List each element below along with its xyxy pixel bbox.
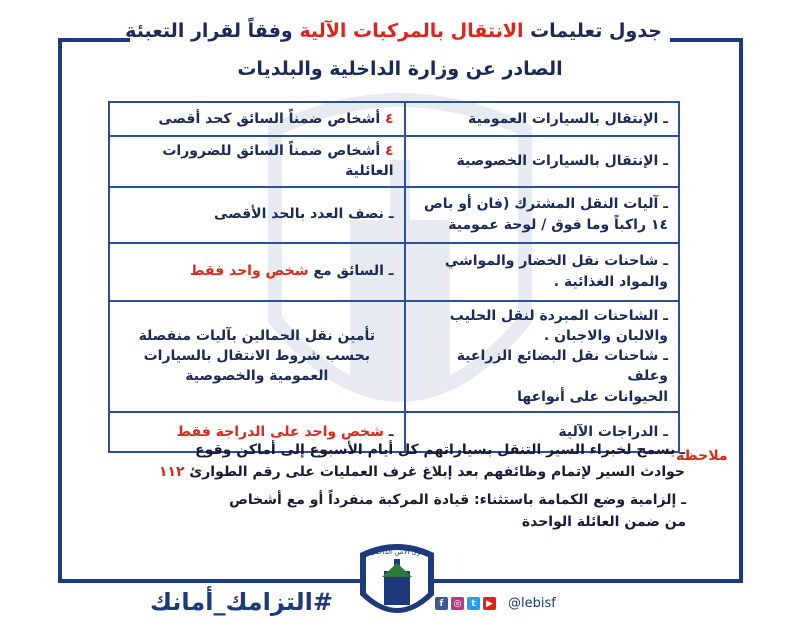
- instructions-table: [108, 101, 680, 453]
- cell-text: أشخاص ضمناً السائق للضرورات العائلية: [162, 143, 394, 180]
- cell-highlight: شخص واحد على الدراجة فقط: [176, 423, 384, 440]
- instagram-icon[interactable]: ◎: [451, 597, 464, 610]
- vehicle-type-cell: [405, 136, 679, 187]
- note-masks: [218, 490, 686, 533]
- note-label: ملاحظة: [676, 448, 728, 464]
- twitter-icon[interactable]: t: [467, 597, 480, 610]
- vehicle-type-cell: [405, 301, 679, 412]
- cell-text: ـ الدراجات الآلية: [558, 423, 668, 440]
- social-links: [435, 597, 496, 610]
- table-row: [109, 243, 679, 301]
- table-row: [109, 102, 679, 136]
- facebook-icon[interactable]: f: [435, 597, 448, 610]
- cell-text: ـ السائق مع: [308, 263, 394, 280]
- title-part1: جدول تعليمات: [523, 20, 662, 42]
- cell-text: ١٤ راكباً وما فوق / لوحة عمومية: [448, 216, 668, 233]
- cell-text: ـ شاحنات نقل الخضار والمواشي: [444, 253, 668, 270]
- title-highlight: الانتقال بالمركبات الآلية: [299, 20, 524, 42]
- table-row: [109, 301, 679, 412]
- cell-number: ٤: [385, 143, 394, 159]
- cell-text: الحيوانات على أنواعها: [517, 388, 668, 405]
- cell-text: والمواد الغذائية .: [553, 273, 668, 290]
- page-subtitle: الصادر عن وزارة الداخلية والبلديات: [237, 58, 563, 80]
- cell-text: أشخاص ضمناً السائق كحد أقصى: [158, 110, 386, 127]
- page-title: [125, 20, 662, 42]
- cell-highlight: شخص واحد فقط: [189, 263, 309, 280]
- table-row: [109, 187, 679, 243]
- youtube-icon[interactable]: ▶: [483, 597, 496, 610]
- table-row: [109, 136, 679, 187]
- title-part2: وفقاً لقرار التعبئة: [125, 20, 300, 42]
- social-handle[interactable]: @lebisf: [508, 596, 556, 611]
- rule-cell: [109, 102, 405, 136]
- note-text: حوادث السير لإتمام وظائفهم بعد إبلاغ غرف العمليات على رقم الطوارئ: [184, 463, 685, 480]
- cell-text: تأمين نقل الحمالين بآليات منفصلة: [138, 327, 376, 344]
- hashtag: #التزامك_أمانك: [150, 588, 333, 616]
- cell-text: ـ الإنتقال بالسيارات الخصوصية: [456, 153, 668, 170]
- rule-cell: [109, 243, 405, 301]
- cell-text: ـ نصف العدد بالحد الأقصى: [214, 206, 394, 223]
- note-text: من ضمن العائلة الواحدة: [521, 513, 686, 530]
- logo-text: قوى الأمن الداخلي: [369, 548, 425, 556]
- vehicle-type-cell: [405, 187, 679, 243]
- rule-cell: [109, 136, 405, 187]
- cell-text: ـ آليات النقل المشترك (فان أو باص: [423, 196, 668, 213]
- vehicle-type-cell: [405, 243, 679, 301]
- cell-text: ـ الشاحنات المبردة لنقل الحليب: [449, 307, 668, 324]
- note-text: ـ يسمح لخبراء السير التنقل بسياراتهم كل أيام الأسبوع إلى أماكن وقوع: [195, 442, 685, 458]
- cell-text: ـ الإنتقال بالسيارات العمومية: [468, 110, 668, 127]
- cell-text: ـ: [383, 423, 394, 440]
- emergency-number: ١١٢: [158, 463, 185, 480]
- cell-text: بحسب شروط الانتقال بالسيارات: [143, 348, 370, 365]
- rule-cell: [109, 187, 405, 243]
- cell-text: والالبان والاجبان .: [543, 327, 668, 344]
- isf-logo: [352, 533, 442, 628]
- note-text: ـ إلزامية وضع الكمامة باستثناء: قيادة المركبة منفرداً أو مع أشخاص: [229, 492, 686, 508]
- vehicle-type-cell: [405, 102, 679, 136]
- cell-number: ٤: [385, 110, 394, 127]
- note-experts: [125, 440, 685, 483]
- cell-text: العمومية والخصوصية: [185, 368, 329, 385]
- rule-cell: [109, 301, 405, 412]
- cell-text: ـ شاحنات نقل البضائع الزراعية وعلف: [456, 348, 668, 385]
